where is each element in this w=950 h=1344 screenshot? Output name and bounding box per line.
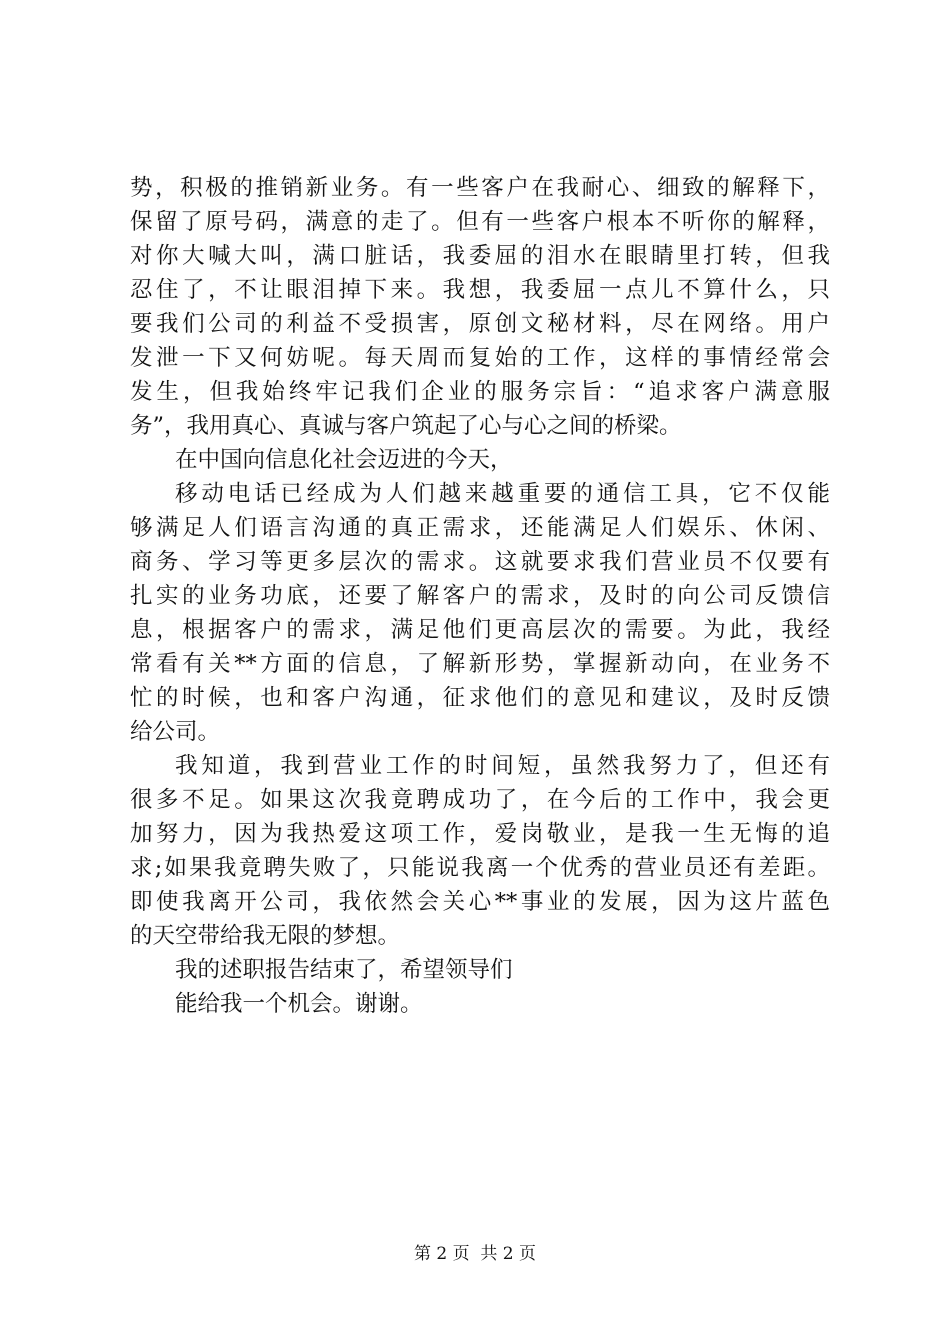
text-line: 要我们公司的利益不受损害，原创文秘材料，尽在网络。用户 [130, 311, 830, 337]
text-line: 能给我一个机会。谢谢。 [175, 991, 423, 1017]
text-line: 商务、学习等更多层次的需求。这就要求我们营业员不仅要有 [130, 549, 830, 575]
paragraph [130, 477, 830, 749]
paragraph [130, 171, 830, 443]
text-line: 的天空带给我无限的梦想。 [130, 923, 401, 949]
paragraph [130, 987, 830, 1021]
text-line: 常看有关**方面的信息，了解新形势，掌握新动向，在业务不 [130, 651, 830, 677]
paragraph [130, 953, 830, 987]
paragraph [130, 443, 830, 477]
text-line: 给公司。 [130, 719, 221, 745]
text-line: 我知道，我到营业工作的时间短，虽然我努力了，但还有 [175, 753, 830, 779]
text-line: 务”，我用真心、真诚与客户筑起了心与心之间的桥梁。 [130, 413, 682, 439]
text-line: 发生，但我始终牢记我们企业的服务宗旨：“追求客户满意服 [130, 379, 830, 405]
text-line: 息，根据客户的需求，满足他们更高层次的需要。为此，我经 [130, 617, 830, 643]
text-line: 保留了原号码，满意的走了。但有一些客户根本不听你的解释， [130, 209, 830, 235]
text-line: 在中国向信息化社会迈进的今天， [175, 447, 513, 473]
text-line: 对你大喊大叫，满口脏话，我委屈的泪水在眼睛里打转，但我 [130, 243, 830, 269]
text-line: 忍住了，不让眼泪掉下来。我想，我委屈一点儿不算什么，只 [130, 277, 830, 303]
text-line: 很多不足。如果这次我竟聘成功了，在今后的工作中，我会更 [130, 787, 830, 813]
text-line: 够满足人们语言沟通的真正需求，还能满足人们娱乐、休闲、 [130, 515, 830, 541]
document-body [130, 171, 830, 1021]
page-number-label: 第 2 页 共 2 页 [413, 1244, 537, 1264]
text-line: 我的述职报告结束了，希望领导们 [175, 957, 513, 983]
text-line: 加努力，因为我热爱这项工作，爱岗敬业，是我一生无悔的追 [130, 821, 830, 847]
text-line: 移动电话已经成为人们越来越重要的通信工具，它不仅能 [175, 481, 830, 507]
paragraph [130, 749, 830, 953]
text-line: 发泄一下又何妨呢。每天周而复始的工作，这样的事情经常会 [130, 345, 830, 371]
text-line: 即使我离开公司，我依然会关心**事业的发展，因为这片蓝色 [130, 889, 830, 915]
text-line: 求;如果我竟聘失败了，只能说我离一个优秀的营业员还有差距。 [130, 855, 830, 881]
text-line: 势，积极的推销新业务。有一些客户在我耐心、细致的解释下， [130, 175, 830, 201]
text-line: 扎实的业务功底，还要了解客户的需求，及时的向公司反馈信 [130, 583, 830, 609]
page-footer [0, 1242, 950, 1266]
text-line: 忙的时候，也和客户沟通，征求他们的意见和建议，及时反馈 [130, 685, 830, 711]
